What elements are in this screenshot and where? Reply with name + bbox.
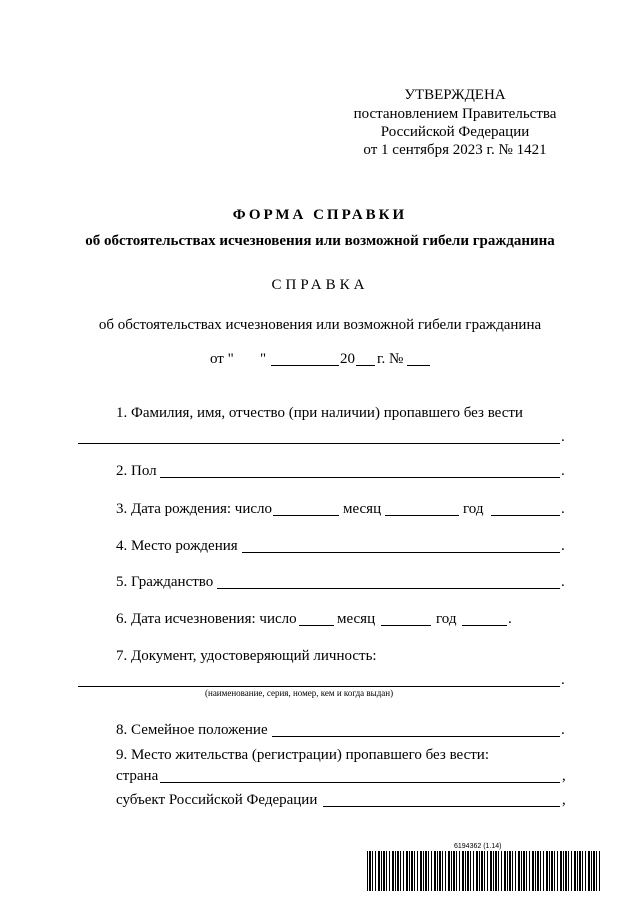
date-month-blank[interactable]: [271, 365, 339, 366]
date-year-blank[interactable]: [356, 365, 375, 366]
field-1-blank[interactable]: [78, 443, 560, 444]
approval-heading: УТВЕРЖДЕНА: [404, 87, 506, 103]
loss-month-label: месяц: [337, 611, 376, 627]
field-5-label: 5. Гражданство: [116, 574, 214, 590]
field-8-blank[interactable]: [272, 736, 560, 737]
period: .: [561, 429, 565, 445]
date-prefix: от ": [210, 351, 234, 367]
field-1-label: 1. Фамилия, имя, отчество (при наличии) пропавшего без вести: [116, 405, 523, 421]
birth-year-blank[interactable]: [491, 515, 560, 516]
field-3-label: 3. Дата рождения: число: [116, 501, 273, 517]
date-quote-close: ": [260, 351, 267, 367]
form-subtitle: об обстоятельствах исчезновения или возможной гибели гражданина: [85, 233, 555, 249]
period: .: [508, 611, 512, 627]
birth-day-blank[interactable]: [273, 515, 339, 516]
doc-title: СПРАВКА: [271, 277, 369, 293]
field-4-label: 4. Место рождения: [116, 538, 238, 554]
period: .: [561, 501, 565, 517]
field-2-label: 2. Пол: [116, 463, 157, 479]
field-9-label: 9. Место жительства (регистрации) пропавшего без вести:: [116, 747, 490, 763]
date-number-label: г. №: [377, 351, 404, 367]
field-4-blank[interactable]: [242, 552, 560, 553]
birth-month-label: месяц: [343, 501, 382, 517]
period: .: [561, 722, 565, 738]
field-9-country-label: страна: [116, 768, 159, 784]
loss-year-blank[interactable]: [462, 625, 507, 626]
doc-subtitle: об обстоятельствах исчезновения или возможной гибели гражданина: [98, 317, 542, 333]
period: .: [561, 672, 565, 688]
approval-line-1: постановлением Правительства: [353, 106, 557, 122]
field-9-subject-label: субъект Российской Федерации: [116, 792, 318, 808]
field-7-caption: (наименование, серия, номер, кем и когда выдан): [205, 688, 394, 698]
approval-line-3: от 1 сентября 2023 г. № 1421: [363, 142, 547, 158]
field-7-label: 7. Документ, удостоверяющий личность:: [116, 648, 377, 664]
barcode-number: 6194362 (1.14): [454, 843, 502, 850]
field-9-subject-blank[interactable]: [323, 806, 560, 807]
birth-month-blank[interactable]: [385, 515, 459, 516]
period: .: [561, 538, 565, 554]
field-9-country-blank[interactable]: [160, 782, 560, 783]
comma: ,: [562, 792, 566, 808]
loss-month-blank[interactable]: [381, 625, 431, 626]
field-2-blank[interactable]: [160, 477, 560, 478]
field-8-label: 8. Семейное положение: [116, 722, 268, 738]
field-5-blank[interactable]: [217, 588, 560, 589]
barcode-image: [367, 851, 600, 891]
period: .: [561, 463, 565, 479]
field-6-label: 6. Дата исчезновения: число: [116, 611, 297, 627]
field-7-blank[interactable]: [78, 686, 560, 687]
approval-line-2: Российской Федерации: [380, 124, 530, 140]
date-year-prefix: 20: [340, 351, 355, 367]
date-number-blank[interactable]: [407, 365, 430, 366]
comma: ,: [562, 768, 566, 784]
birth-year-label: год: [463, 501, 484, 517]
form-title: ФОРМА СПРАВКИ: [232, 207, 408, 223]
period: .: [561, 574, 565, 590]
loss-day-blank[interactable]: [299, 625, 334, 626]
loss-year-label: год: [436, 611, 457, 627]
